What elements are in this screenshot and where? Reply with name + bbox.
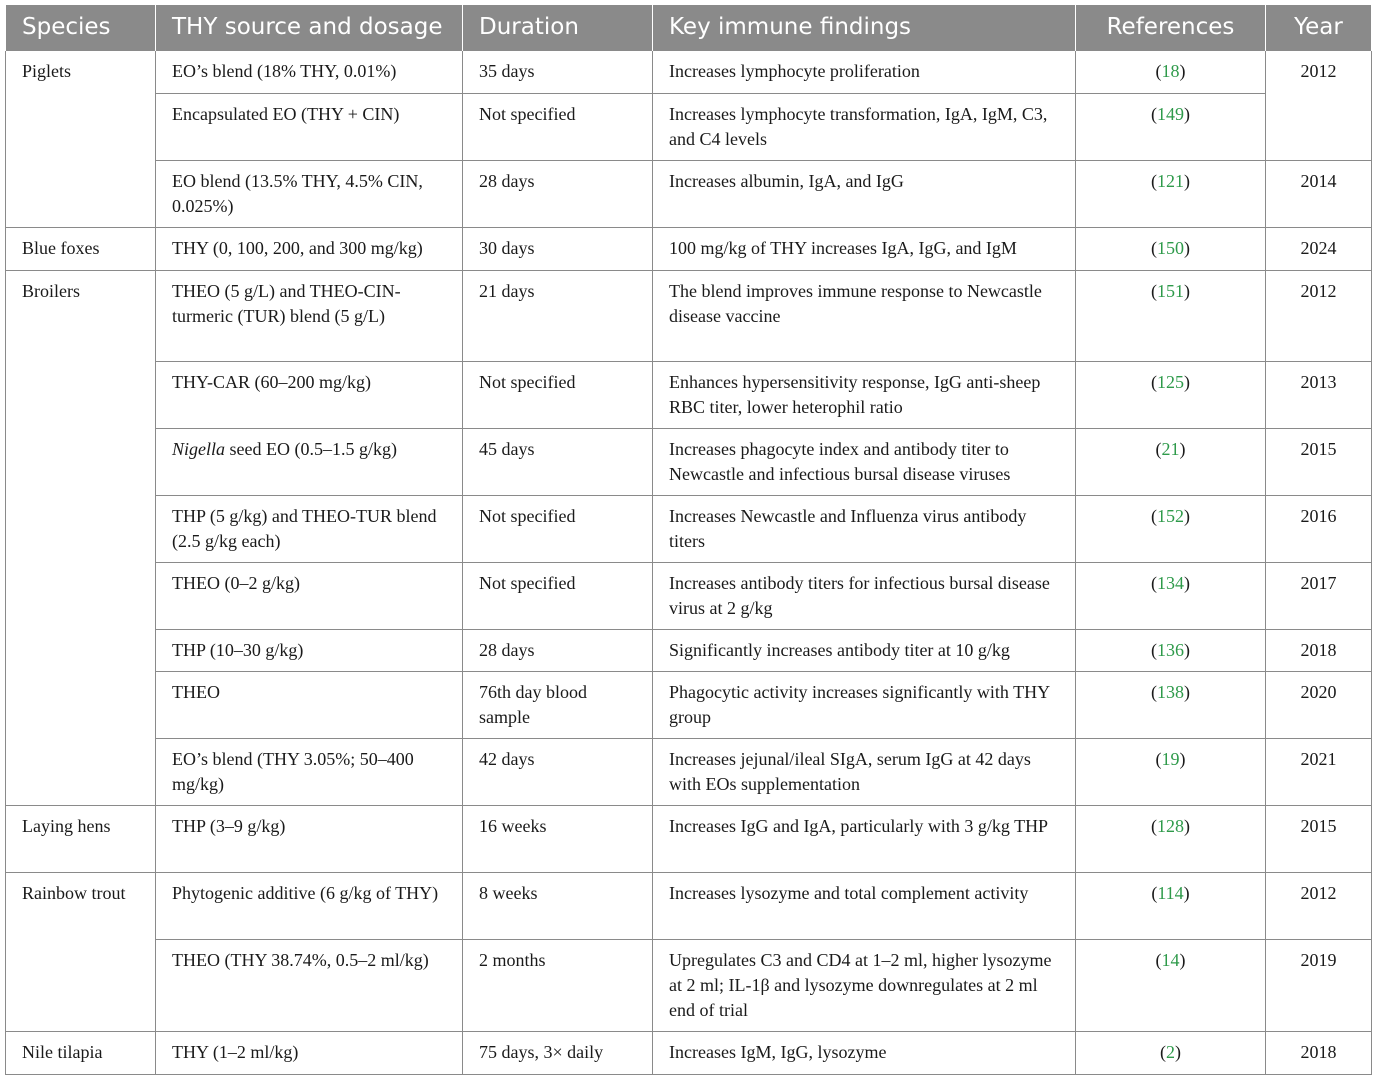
year-cell: 2016 [1266,495,1372,562]
reference-link[interactable]: 2 [1166,1041,1175,1062]
reference-cell: (2) [1076,1031,1266,1074]
year-cell: 2018 [1266,1031,1372,1074]
source-cell: THEO (0–2 g/kg) [156,562,463,629]
reference-cell: (18) [1076,50,1266,93]
table-container [5,5,1371,1075]
table-row [6,93,1372,160]
findings-cell: Increases lysozyme and total complement activity [653,872,1076,939]
duration-cell: 30 days [463,227,653,270]
header-row [6,5,1372,50]
findings-cell: Upregulates C3 and CD4 at 1–2 ml, higher lysozyme at 2 ml; IL-1β and lysozyme downregulates at 2 ml end of trial [653,939,1076,1031]
table-row [6,1031,1372,1074]
reference-link[interactable]: 128 [1157,815,1184,836]
year-cell: 2018 [1266,629,1372,671]
duration-cell: 35 days [463,50,653,93]
year-cell: 2015 [1266,428,1372,495]
reference-link[interactable]: 152 [1157,505,1184,526]
findings-cell: Increases IgG and IgA, particularly with 3 g/kg THP [653,805,1076,872]
source-cell: THY (0, 100, 200, and 300 mg/kg) [156,227,463,270]
reference-link[interactable]: 150 [1157,237,1184,258]
table-row [6,562,1372,629]
findings-cell: Increases Newcastle and Influenza virus antibody titers [653,495,1076,562]
table-row [6,361,1372,428]
table-row [6,227,1372,270]
findings-cell: Increases phagocyte index and antibody titer to Newcastle and infectious bursal disease viruses [653,428,1076,495]
header-source: THY source and dosage [156,5,463,50]
duration-cell: Not specified [463,361,653,428]
duration-cell: 2 months [463,939,653,1031]
species-cell: Laying hens [6,805,156,872]
findings-cell: Increases lymphocyte transformation, IgA, IgM, C3, and C4 levels [653,93,1076,160]
reference-cell: (21) [1076,428,1266,495]
findings-cell: Increases IgM, IgG, lysozyme [653,1031,1076,1074]
findings-cell: Increases lymphocyte proliferation [653,50,1076,93]
immune-findings-table [5,5,1372,1075]
species-cell: Rainbow trout [6,872,156,1031]
reference-cell: (134) [1076,562,1266,629]
reference-link[interactable]: 14 [1161,949,1180,970]
year-cell: 2013 [1266,361,1372,428]
reference-cell: (151) [1076,270,1266,361]
source-cell: THEO (5 g/L) and THEO-CIN-turmeric (TUR) blend (5 g/L) [156,270,463,361]
reference-cell: (138) [1076,671,1266,738]
reference-cell: (149) [1076,93,1266,160]
reference-cell: (152) [1076,495,1266,562]
header-findings: Key immune findings [653,5,1076,50]
duration-cell: Not specified [463,93,653,160]
source-cell: EO blend (13.5% THY, 4.5% CIN, 0.025%) [156,160,463,227]
reference-link[interactable]: 121 [1157,170,1184,191]
duration-cell: 75 days, 3× daily [463,1031,653,1074]
reference-link[interactable]: 18 [1161,60,1180,81]
findings-cell: Increases jejunal/ileal SIgA, serum IgG at 42 days with EOs supplementation [653,738,1076,805]
source-cell: THP (10–30 g/kg) [156,629,463,671]
source-cell: EO’s blend (THY 3.05%; 50–400 mg/kg) [156,738,463,805]
table-row [6,270,1372,361]
table-row [6,805,1372,872]
source-cell: EO’s blend (18% THY, 0.01%) [156,50,463,93]
year-cell: 2015 [1266,805,1372,872]
species-cell: Nile tilapia [6,1031,156,1074]
year-cell: 2012 [1266,50,1372,160]
table-row [6,671,1372,738]
duration-cell: 45 days [463,428,653,495]
source-cell: THY-CAR (60–200 mg/kg) [156,361,463,428]
reference-link[interactable]: 138 [1157,681,1184,702]
findings-cell: Increases antibody titers for infectious bursal disease virus at 2 g/kg [653,562,1076,629]
reference-link[interactable]: 114 [1157,882,1184,903]
reference-link[interactable]: 125 [1157,371,1184,392]
source-cell: THP (3–9 g/kg) [156,805,463,872]
findings-cell: The blend improves immune response to Newcastle disease vaccine [653,270,1076,361]
duration-cell: 8 weeks [463,872,653,939]
source-cell: Encapsulated EO (THY + CIN) [156,93,463,160]
source-cell: THEO [156,671,463,738]
year-cell: 2019 [1266,939,1372,1031]
source-cell: THY (1–2 ml/kg) [156,1031,463,1074]
header-year: Year [1266,5,1372,50]
duration-cell: 28 days [463,160,653,227]
findings-cell: Enhances hypersensitivity response, IgG anti-sheep RBC titer, lower heterophil ratio [653,361,1076,428]
reference-cell: (125) [1076,361,1266,428]
reference-link[interactable]: 149 [1157,103,1184,124]
reference-link[interactable]: 21 [1161,438,1180,459]
year-cell: 2012 [1266,270,1372,361]
reference-cell: (128) [1076,805,1266,872]
findings-cell: Increases albumin, IgA, and IgG [653,160,1076,227]
header-species: Species [6,5,156,50]
table-row [6,872,1372,939]
source-cell [156,428,463,495]
table-row [6,50,1372,93]
reference-cell: (14) [1076,939,1266,1031]
source-cell: THEO (THY 38.74%, 0.5–2 ml/kg) [156,939,463,1031]
year-cell: 2020 [1266,671,1372,738]
source-italic-text: Nigella [172,438,225,459]
table-row [6,428,1372,495]
reference-cell: (121) [1076,160,1266,227]
header-references: References [1076,5,1266,50]
reference-link[interactable]: 151 [1157,280,1184,301]
findings-cell: Significantly increases antibody titer at 10 g/kg [653,629,1076,671]
reference-link[interactable]: 134 [1157,572,1184,593]
duration-cell: 21 days [463,270,653,361]
reference-link[interactable]: 19 [1161,748,1180,769]
source-cell: THP (5 g/kg) and THEO-TUR blend (2.5 g/kg each) [156,495,463,562]
table-row [6,160,1372,227]
duration-cell: 16 weeks [463,805,653,872]
reference-link[interactable]: 136 [1157,639,1184,660]
reference-cell: (150) [1076,227,1266,270]
year-cell: 2017 [1266,562,1372,629]
duration-cell: Not specified [463,495,653,562]
species-cell: Broilers [6,270,156,805]
header-duration: Duration [463,5,653,50]
findings-cell: Phagocytic activity increases significantly with THY group [653,671,1076,738]
year-cell: 2014 [1266,160,1372,227]
species-cell: Piglets [6,50,156,227]
year-cell: 2012 [1266,872,1372,939]
table-row [6,629,1372,671]
duration-cell: 42 days [463,738,653,805]
reference-cell: (136) [1076,629,1266,671]
year-cell: 2024 [1266,227,1372,270]
source-text: seed EO (0.5–1.5 g/kg) [225,438,397,459]
reference-cell: (114) [1076,872,1266,939]
species-cell: Blue foxes [6,227,156,270]
year-cell: 2021 [1266,738,1372,805]
duration-cell: 76th day blood sample [463,671,653,738]
duration-cell: 28 days [463,629,653,671]
source-cell: Phytogenic additive (6 g/kg of THY) [156,872,463,939]
duration-cell: Not specified [463,562,653,629]
table-row [6,738,1372,805]
table-row [6,495,1372,562]
findings-cell: 100 mg/kg of THY increases IgA, IgG, and IgM [653,227,1076,270]
reference-cell: (19) [1076,738,1266,805]
table-row [6,939,1372,1031]
